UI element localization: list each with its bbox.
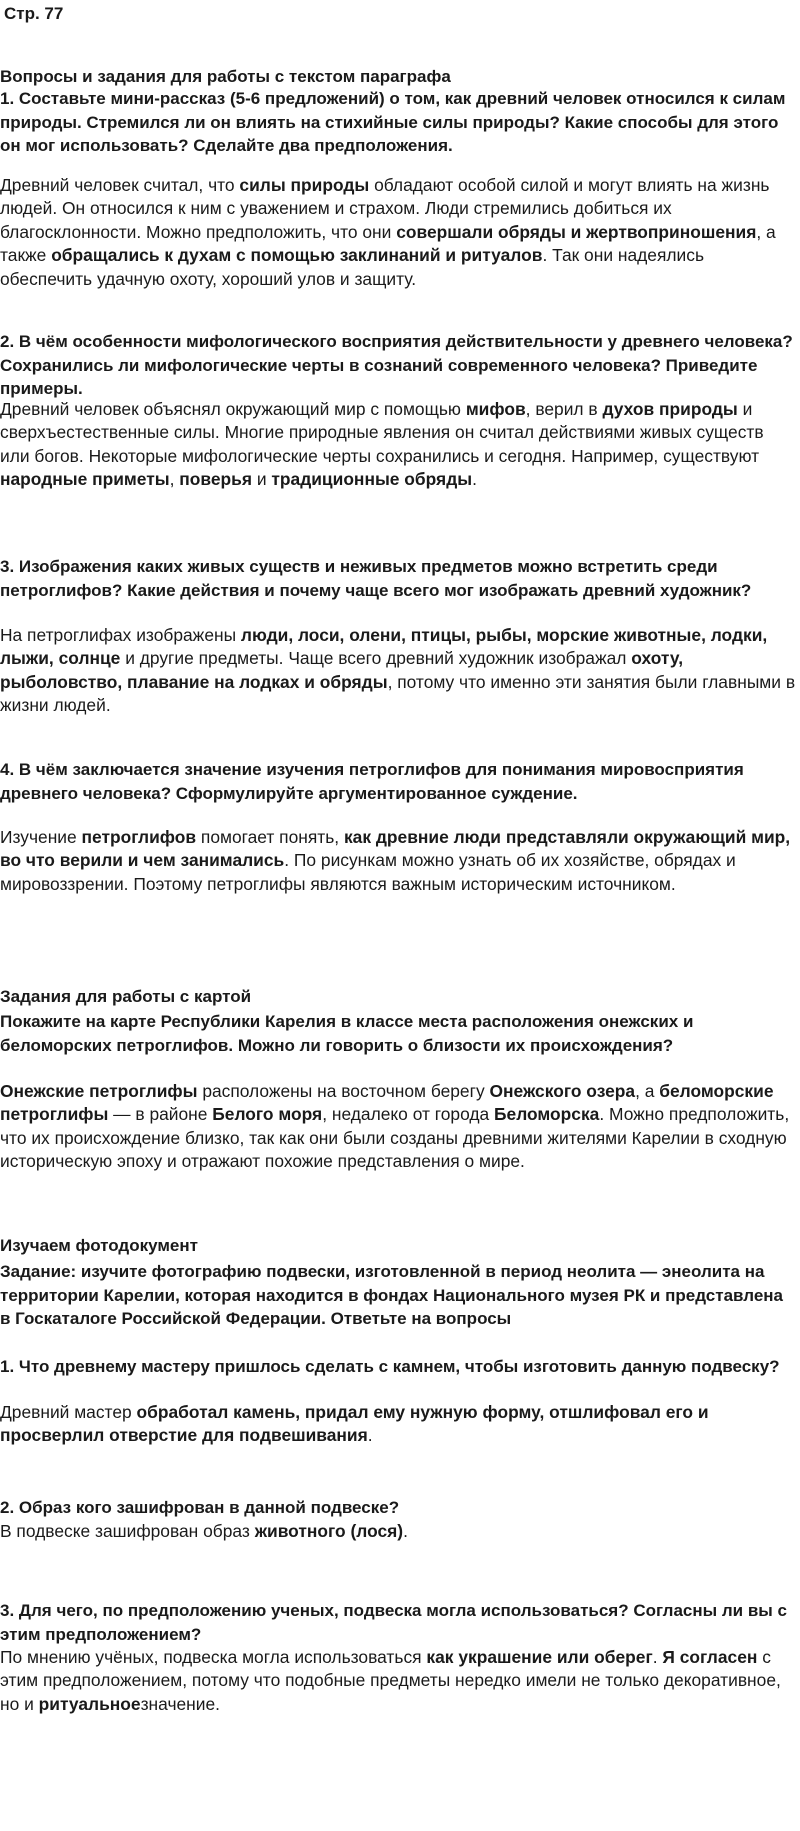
answer-run: расположены на восточном берегу [197,1081,490,1101]
answer-bold-run: петроглифов [81,827,197,847]
answer-bold-run: как украшение или оберег [426,1647,653,1667]
answer-run: Древний человек объяснял окружающий мир с помощью [0,399,466,419]
answer-run: — в районе [108,1104,213,1125]
answer-run: , [169,469,180,490]
photo-answer-1 [0,1401,796,1448]
answer-bold-run: поверья [179,469,252,490]
answer-run: . Можно предположить, что их происхождение близко, так как они были созданы древними жителями Карелии в сходную историческую эпоху и отражают похожие представления о мире. [0,1104,790,1172]
answer-run: , недалеко от города [322,1104,495,1125]
answer-run: . [652,1647,663,1667]
answer-run: помогает понять, [196,827,344,847]
answer-run: и сверхъестественные силы. Многие природные явления он считал действиями живых существ или богов. Некоторые мифологические черты сохранились и сегодня. Например, существуют [0,399,764,466]
photo-answer-2 [0,1520,796,1543]
answer-2 [0,398,796,492]
answer-bold-run: беломорские петроглифы [0,1081,774,1125]
answer-bold-run: Я согласен [662,1647,758,1667]
answer-run: . [367,1425,373,1446]
answer-run: обладают особой силой и могут влиять на жизнь людей. Он относился к ним с уважением и страхом. Люди стремились добиться их благосклонности. Можно предположить, что они [0,175,770,242]
answer-1 [0,174,796,291]
section-title-map-tasks: Задания для работы с картой [0,987,252,1006]
answer-3 [0,624,796,718]
answer-bold-run: силы природы [239,175,370,195]
answer-bold-run: народные приметы [0,469,170,490]
answer-run: значение. [140,1693,220,1714]
question-1: 1. Составьте мини-рассказ (5-6 предложений) о том, как древний человек относился к силам природы. Стремился ли он влиять на стихийные силы природы? Какие способы для этого он мог использовать? Сделайте два предположения. [0,89,786,155]
answer-bold-run: обработал камень, придал ему нужную форму, отшлифовал его и просверлил отверстие для подвешивания [0,1402,709,1446]
answer-run: с этим предположением, потому что подобные предметы нередко имели не только декоративное, но и [0,1647,781,1714]
photo-question-2: 2. Образ кого зашифрован в данной подвеске? [0,1498,400,1517]
question-2: 2. В чём особенности мифологического восприятия действительности у древнего человека? Сохранились ли мифологические черты в сознаний современного человека? Приведите примеры. [0,332,793,398]
answer-bold-run: Белого моря [212,1104,323,1125]
answer-bold-run: духов природы [602,399,738,419]
answer-run: . [472,469,477,490]
answer-bold-run: люди, лоси, олени, птицы, рыбы, морские животные, лодки, лыжи, солнце [0,625,768,669]
question-map: Покажите на карте Республики Карелия в классе места расположения онежских и беломорских петроглифов. Можно ли говорить о близости их происхождения? [0,1012,694,1055]
question-4: 4. В чём заключается значение изучения петроглифов для понимания мировосприятия древнего человека? Сформулируйте аргументированное суждение. [0,760,744,803]
answer-bold-run: Онежские петроглифы [0,1081,198,1101]
answer-run: В подвеске зашифрован образ [0,1521,255,1541]
answer-bold-run: мифов [465,399,526,419]
answer-run: . [403,1521,408,1541]
answer-4 [0,826,796,896]
answer-bold-run: совершали обряды и жертвоприношения [396,221,757,242]
answer-bold-run: охоту, рыболовство, плавание на лодках и обряды [0,648,684,692]
answer-bold-run: обращались к духам с помощью заклинаний и ритуалов [51,245,543,266]
section-title-photo-document: Изучаем фотодокумент [0,1236,198,1255]
answer-run: , потому что именно эти занятия были главными в жизни людей. [0,671,796,716]
answer-run: Изучение [0,827,82,847]
answer-bold-run: как древние люди представляли окружающий мир, во что верили и чем занимались [0,827,791,871]
photo-answer-3 [0,1646,796,1716]
answer-run: По мнению учёных, подвеска могла использоваться [0,1647,427,1667]
answer-bold-run: традиционные обряды [271,469,473,490]
answer-run: и [252,469,272,490]
photo-question-1: 1. Что древнему мастеру пришлось сделать с камнем, чтобы изготовить данную подвеску? [0,1357,780,1376]
answer-run: Древний мастер [0,1402,137,1422]
answer-run: и другие предметы. Чаще всего древний художник изображал [120,648,632,669]
answer-run: Древний человек считал, что [0,175,240,195]
section-title-text-questions: Вопросы и задания для работы с текстом параграфа [0,67,451,86]
answer-map [0,1080,796,1174]
answer-run: . По рисункам можно узнать об их хозяйстве, обрядах и мировоззрении. Поэтому петроглифы являются важным историческим источником. [0,850,736,894]
question-3: 3. Изображения каких живых существ и неживых предметов можно встретить среди петроглифов? Какие действия и почему чаще всего мог изображать древний художник? [0,557,752,600]
answer-run: , а [635,1081,660,1101]
photo-question-3: 3. Для чего, по предположению ученых, подвеска могла использоваться? Согласны ли вы с этим предположением? [0,1601,787,1644]
page-label: Стр. 77 [4,4,64,23]
answer-bold-run: ритуальное [38,1693,141,1714]
answer-bold-run: животного (лося) [254,1521,404,1541]
answer-run: . Так они надеялись обеспечить удачную охоту, хороший улов и защиту. [0,245,705,289]
answer-run: , а также [0,221,776,266]
answer-run: , верил в [525,399,603,419]
answer-bold-run: Онежского озера [489,1081,636,1101]
answer-run: На петроглифах изображены [0,625,241,645]
photo-task: Задание: изучите фотографию подвески, изготовленной в период неолита — энеолита на территории Карелии, которая находится в фондах Национального музея РК и представлена в Госкаталоге Российской Федерации. Ответьте на вопросы [0,1262,783,1328]
answer-bold-run: Беломорска [494,1104,600,1125]
